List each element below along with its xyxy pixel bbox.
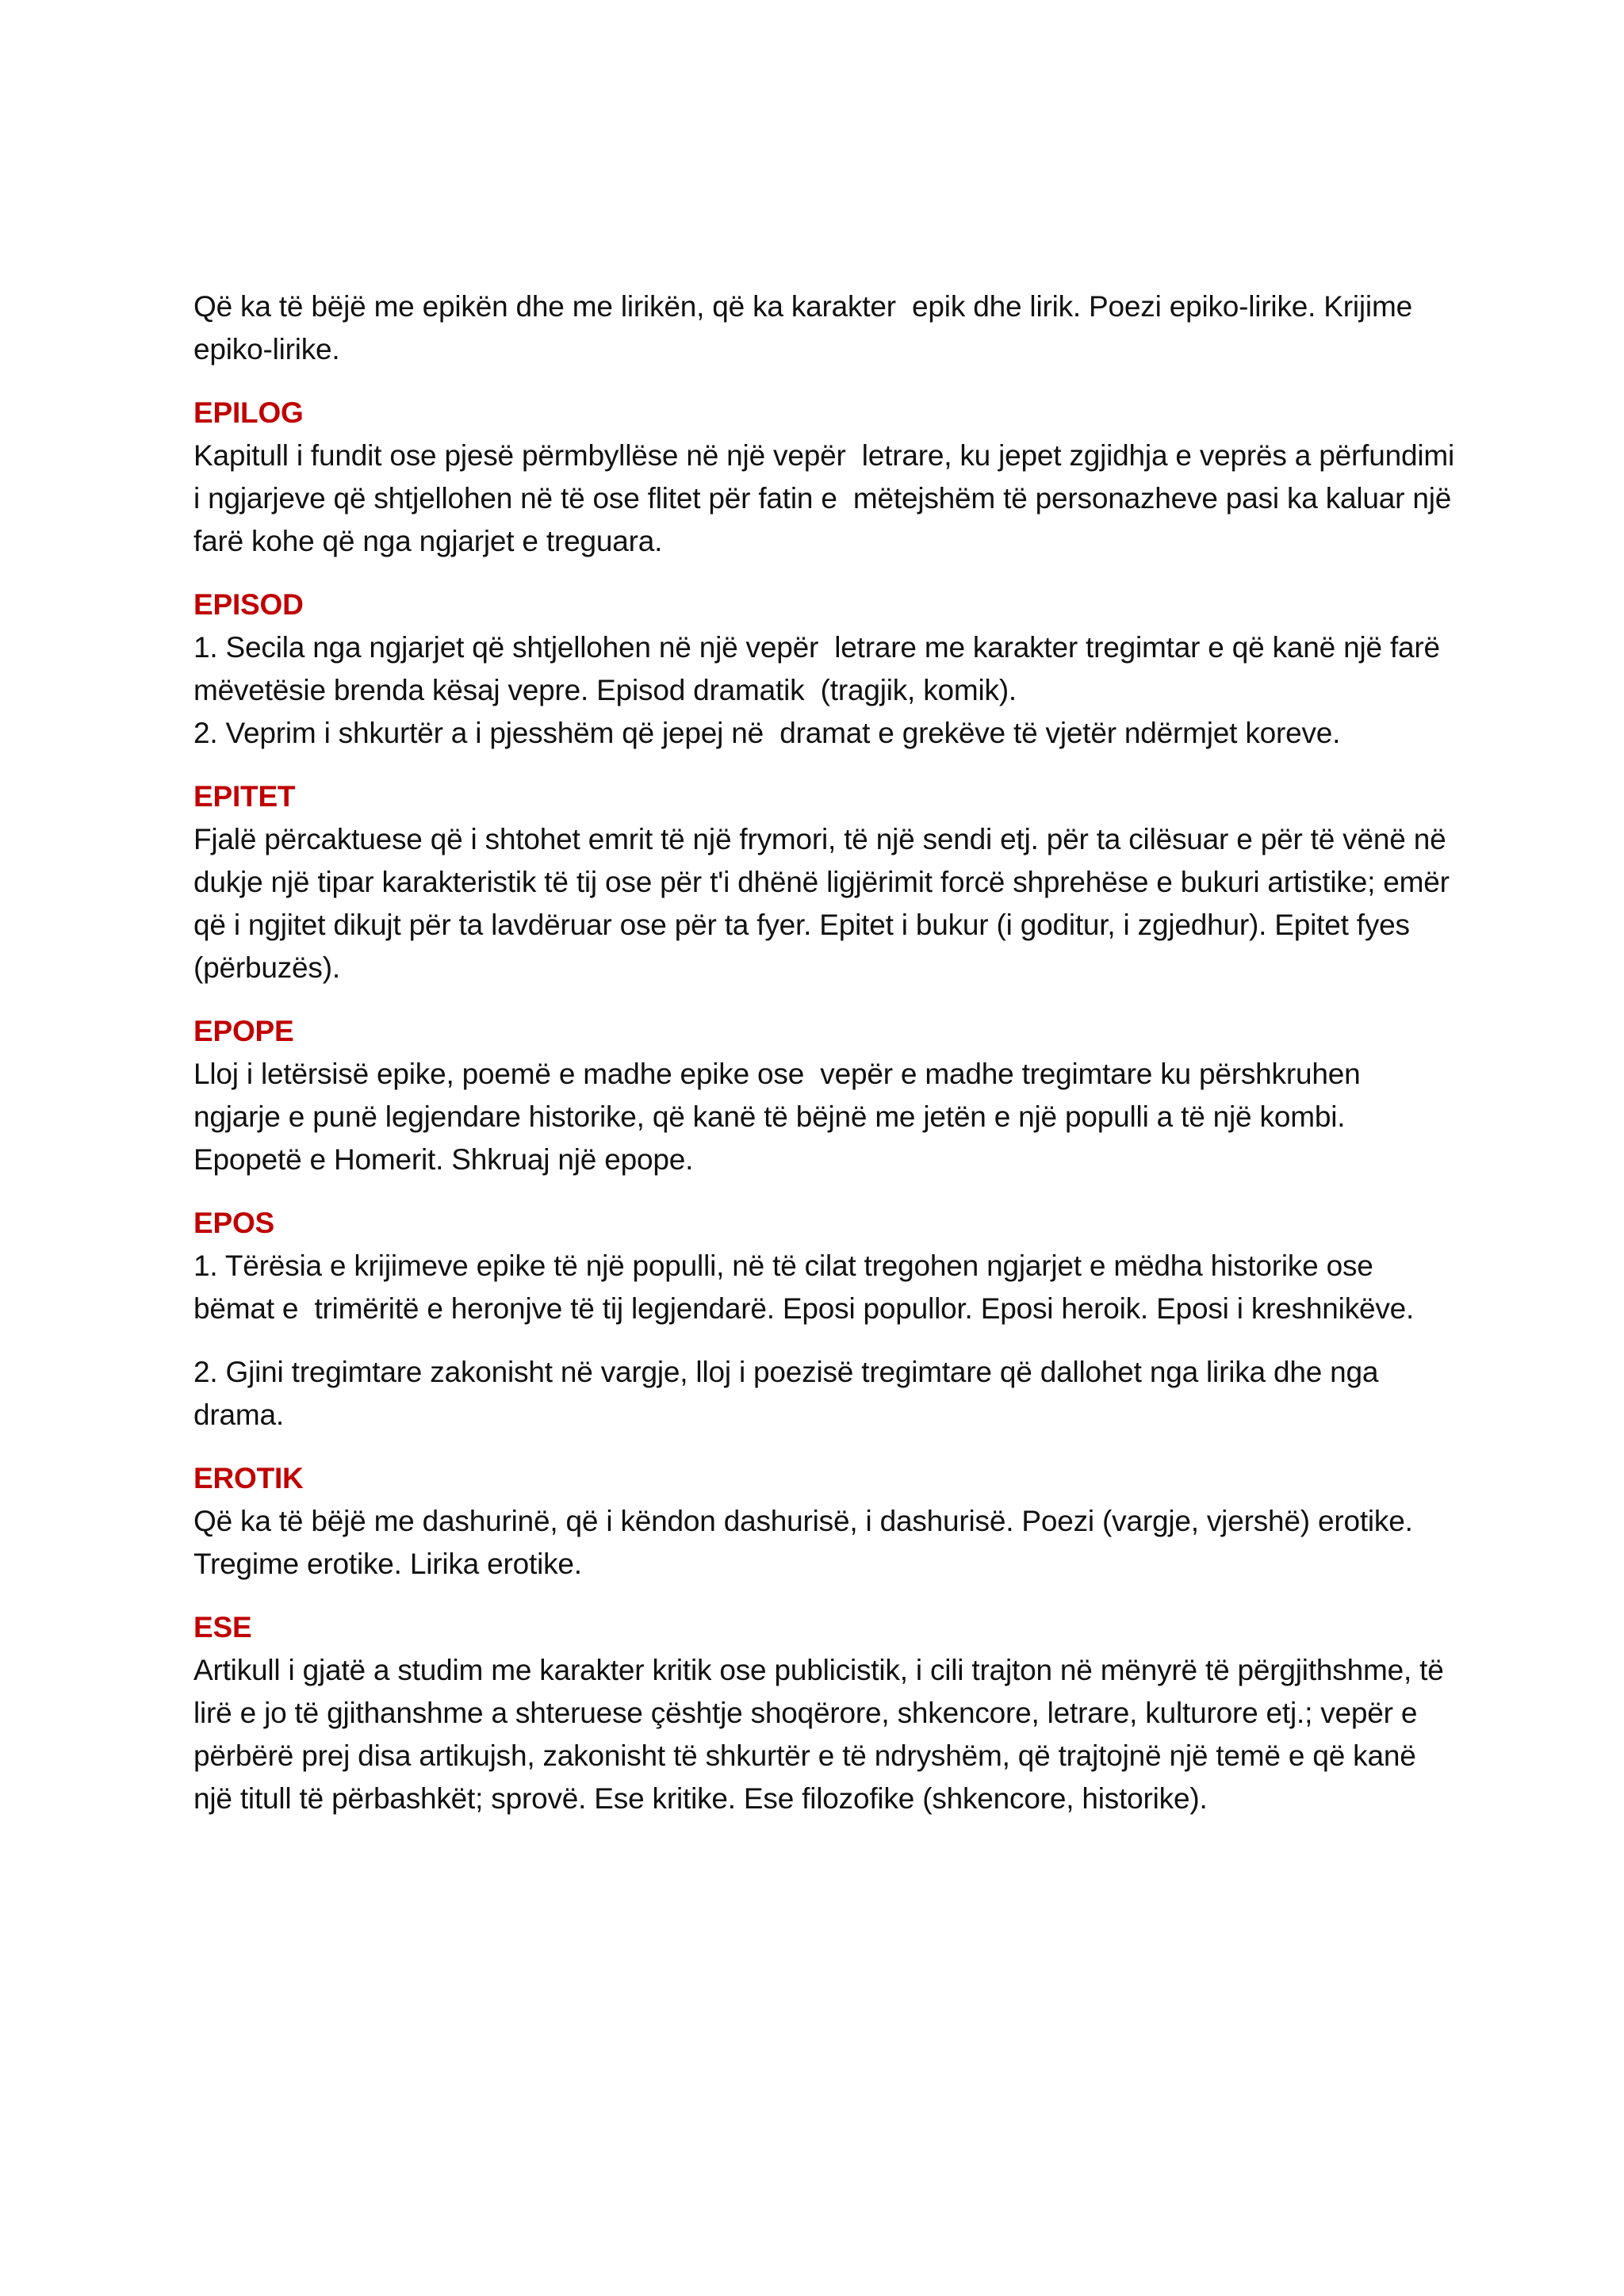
term-heading: EPISOD: [193, 588, 304, 621]
entry-epos: [193, 1202, 1454, 1437]
definition-paragraph: 1. Tërësia e krijimeve epike të një populli, në të cilat tregohen ngjarjet e mëdha historike ose bëmat e trimëritë e heronjve të tij legjendarë. Eposi popullor. Eposi heroik. Eposi i kreshnikëve.: [193, 1249, 1415, 1325]
entry-epitet: [193, 775, 1462, 989]
term-heading: ESE: [193, 1611, 252, 1644]
definition-paragraph: Fjalë përcaktuese që i shtohet emrit të një frymori, të një sendi etj. për ta cilësuar e për të vënë në dukje një tipar karakteristik të tij ose për t'i dhënë ligjërimit forcë shprehëse e bukuri artistike; emër që i ngjitet dikujt për ta lavdëruar ose për ta fyer. Epitet i bukur (i goditur, i zgjedhur). Epitet fyes (përbuzës).: [193, 823, 1462, 984]
intro-paragraph: Që ka të bëjë me epikën dhe me lirikën, që ka karakter epik dhe lirik. Poezi epiko-lirike. Krijime epiko-lirike.: [193, 290, 1421, 365]
entry-epope: [193, 1010, 1454, 1181]
term-heading: EPILOG: [193, 396, 304, 429]
entry-ese: [193, 1606, 1454, 1820]
definition-paragraph: 1. Secila nga ngjarjet që shtjellohen në një vepër letrare me karakter tregimtar e që kanë një farë mëvetësie brenda kësaj vepre. Episod dramatik (tragjik, komik).: [193, 631, 1457, 706]
entry-epilog: [193, 392, 1463, 563]
definition-paragraph: Lloj i letërsisë epike, poemë e madhe epike ose vepër e madhe tregimtare ku përshkruhen ngjarje e punë legjendare historike, që kanë të bëjnë me jetën e një populli a të një kombi. Epopetë e Homerit. Shkruaj një epope.: [193, 1058, 1369, 1176]
definition-paragraph: 2. Veprim i shkurtër a i pjesshëm që jepej në dramat e grekëve të vjetër ndërmjet koreve.: [193, 717, 1341, 749]
definition-paragraph: Që ka të bëjë me dashurinë, që i këndon dashurisë, i dashurisë. Poezi (vargje, vjershë) erotike. Tregime erotike. Lirika erotike.: [193, 1505, 1421, 1580]
definition-paragraph: Kapitull i fundit ose pjesë përmbyllëse në një vepër letrare, ku jepet zgjidhja e veprës a përfundimi i ngjarjeve që shtjellohen në të ose flitet për fatin e mëtejshëm të personazheve pasi ka kaluar një farë kohe që nga ngjarjet e treguara.: [193, 439, 1463, 557]
term-heading: EROTIK: [193, 1462, 304, 1494]
term-heading: EPOS: [193, 1207, 275, 1239]
definition-paragraph: 2. Gjini tregimtare zakonisht në vargje, lloj i poezisë tregimtare që dallohet nga lirika dhe nga drama.: [193, 1356, 1387, 1431]
document-page: [193, 285, 1463, 1820]
term-heading: EPOPE: [193, 1015, 294, 1047]
entry-erotik: [193, 1457, 1454, 1586]
entry-episod: [193, 584, 1457, 755]
term-heading: EPITET: [193, 780, 296, 813]
definition-paragraph: Artikull i gjatë a studim me karakter kritik ose publicistik, i cili trajton në mënyrë të përgjithshme, të lirë e jo të gjithanshme a shteruese çështje shoqërore, shkencore, letrare, kulturore etj.; vepër e përbërë prej disa artikujsh, zakonisht të shkurtër e të ndryshëm, që trajtojnë një temë e që kanë një titull të përbashkët; sprovë. Ese kritike. Ese filozofike (shkencore, historike).: [193, 1654, 1452, 1815]
